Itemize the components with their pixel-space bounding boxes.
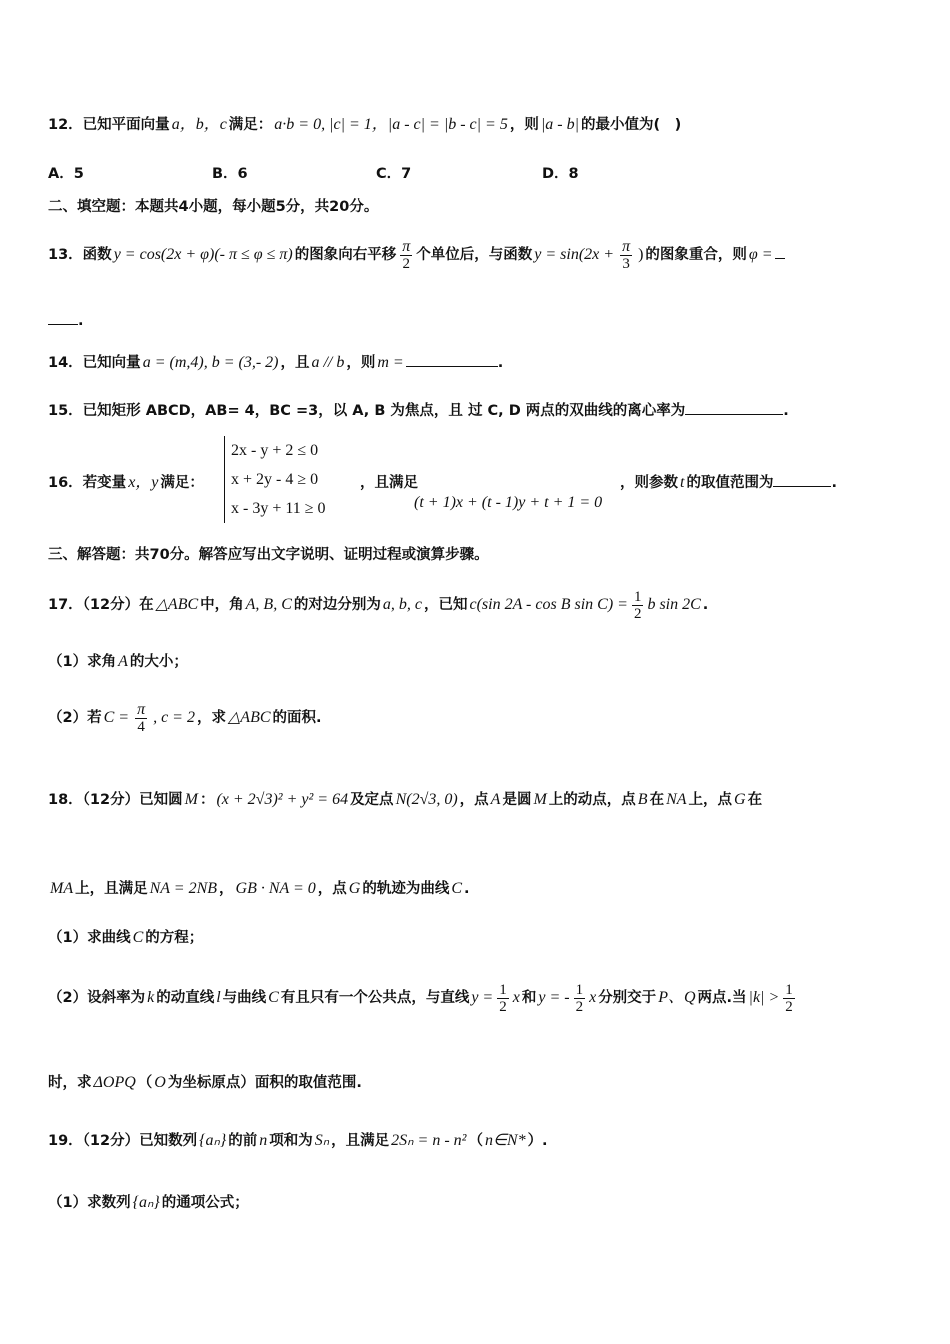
q13-answer-blank-cont[interactable]	[48, 310, 78, 325]
q15-answer-blank[interactable]	[685, 400, 783, 415]
q18-part-1: （1）求曲线 C 的方程；	[48, 929, 204, 946]
section-2-heading: 二、填空题：本题共4小题，每小题5分，共20分。	[48, 199, 379, 215]
q16-line-far: ，则参数 t 的取值范围为 .	[620, 474, 837, 491]
q13-fraction-phase: $\frac{\pi}{3}$	[622, 237, 631, 272]
q12-line: 12．已知平面向量 a，b，c 满足： a·b = 0, |c| = 1，|a - c| = |b - c| = 5 ，则 |a - b| 的最小值为( )	[48, 116, 682, 133]
q12-option-b: B．6	[212, 166, 248, 182]
q14-line: 14．已知向量 a = (m,4), b = (3,- 2) ，且 a // b ，则 m = .	[48, 354, 504, 371]
q15-line: 15．已知矩形 ABCD，AB= 4，BC =3，以 A, B 为焦点，且 过 C, D 两点的双曲线的离心率为 .	[48, 400, 910, 422]
q18-circle-equation: (x + 2√3)² + y² = 64	[216, 791, 349, 808]
q13-line-cont: .	[48, 310, 910, 332]
q18-fraction-1: $\frac{1}{2}$	[499, 981, 507, 1015]
q12-condition: a·b = 0, |c| = 1，|a - c| = |b - c| = 5	[274, 116, 508, 133]
q12-option-c: C．7	[376, 166, 412, 182]
q18-line-1: 18．（12分）已知圆 M ： (x + 2√3)² + y² = 64 及定点 N(2√3, 0) ，点 A 是圆 M 上的动点，点 B 在 NA 上，点 G 在	[48, 791, 763, 808]
q18-line-2: MA 上，且满足 NA = 2NB ， GB · NA = 0 ，点 G 的轨迹为曲线 C .	[50, 880, 470, 897]
q14-answer-blank[interactable]	[406, 352, 498, 367]
q19-part-1: （1）求数列 {aₙ} 的通项公式；	[48, 1194, 249, 1211]
q17-part-2: （2）若 C = $\frac{\pi}{4}$ , c = 2 ，求 △ABC 的面积.	[48, 700, 322, 735]
q17-part-1: （1）求角 A 的大小；	[48, 653, 188, 670]
q16-line-equation: (t + 1)x + (t - 1)y + t + 1 = 0	[414, 494, 603, 511]
q13-line: 13．函数 y = cos(2x + φ)(- π ≤ φ ≤ π) 的图象向右平移 $\frac{\pi}{2}$ 个单位后，与函数 y = sin(2x + $\frac{\pi}{3}$ ) 的图象重合，则 φ =	[48, 238, 910, 272]
q12-option-d: D．8	[542, 166, 579, 182]
q12-option-a: A．5	[48, 166, 84, 182]
q19-line: 19．（12分）已知数列 {aₙ} 的前 n 项和为 Sₙ ，且满足 2Sₙ = n - n² （ n∈N* ）.	[48, 1132, 548, 1149]
q18-fraction-3: $\frac{1}{2}$	[785, 981, 793, 1015]
q16-constraint-system: 2x - y + 2 ≤ 0 x + 2y - 4 ≥ 0 x - 3y + 11 ≥ 0	[224, 436, 326, 523]
q18-part-2: （2）设斜率为 k 的动直线 l 与曲线 C 有且只有一个公共点，与直线 y = $\frac{1}{2}$ x 和 y = - $\frac{1}{2}$ x 分别交于 P、Q 两点.当 |k| > $\frac{1}{2}$	[48, 981, 793, 1015]
q18-line-3: 时，求 ΔOPQ （ O 为坐标原点）面积的取值范围.	[48, 1074, 362, 1091]
q16-line: 16．若变量 x，y 满足：	[48, 474, 204, 491]
section-3-heading: 三、解答题：共70分。解答应写出文字说明、证明过程或演算步骤。	[48, 547, 489, 563]
q18-fraction-2: $\frac{1}{2}$	[575, 981, 584, 1015]
q16-line-right: ，且满足	[360, 475, 418, 491]
q17-line: 17．（12分）在 △ABC 中，角 A, B, C 的对边分别为 a, b, c ，已知 c(sin 2A - cos B sin C) = $\frac{1}{2}$ b sin 2C .	[48, 588, 709, 622]
q17-fraction-half: $\frac{1}{2}$	[633, 588, 642, 622]
q17-fraction-pi4: $\frac{\pi}{4}$	[137, 700, 146, 735]
q13-fraction-shift: $\frac{\pi}{2}$	[402, 237, 411, 272]
q16-answer-blank[interactable]	[773, 472, 831, 487]
q13-answer-blank[interactable]	[775, 244, 785, 259]
